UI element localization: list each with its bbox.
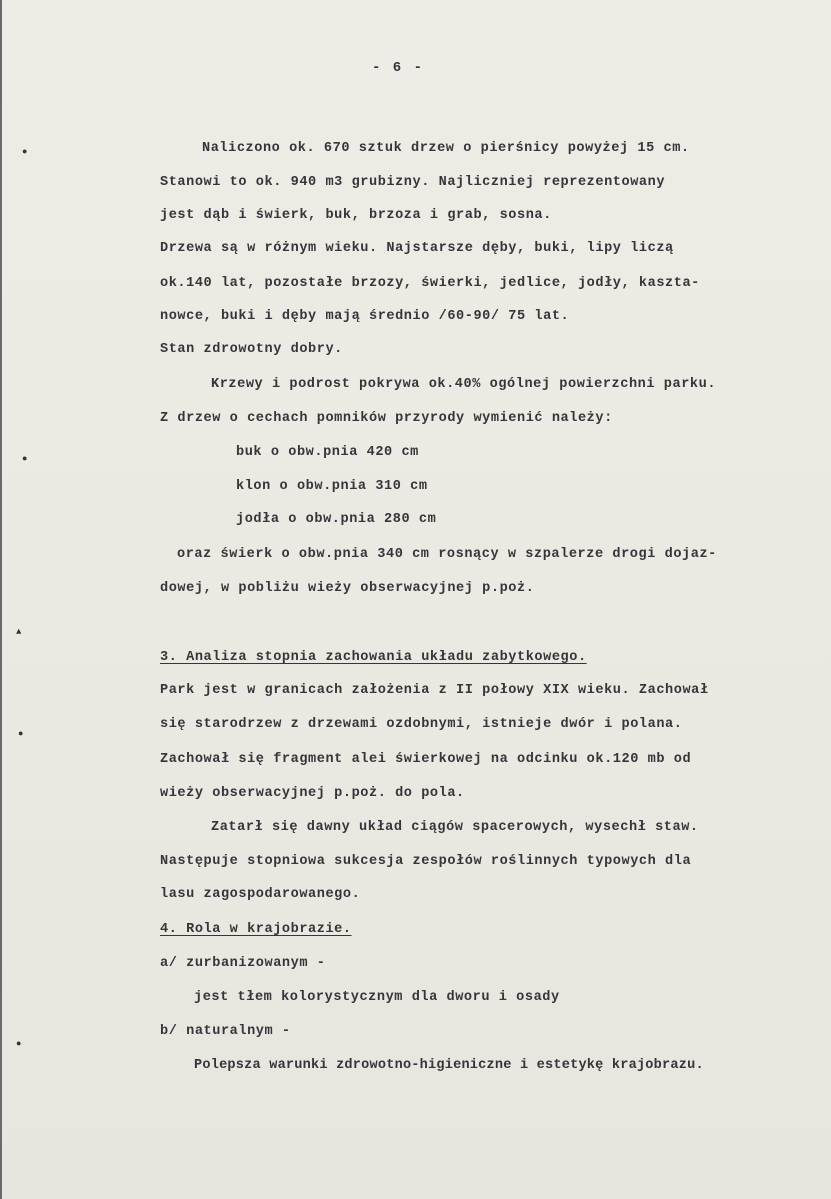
margin-dot-mark: ● xyxy=(18,729,24,739)
section-3-line: Zatarł się dawny układ ciągów spacerowych, wysechł staw. xyxy=(211,820,699,835)
page-left-edge xyxy=(0,0,2,1199)
monument-item: klon o obw.pnia 310 cm xyxy=(236,479,428,494)
monument-item: jodła o obw.pnia 280 cm xyxy=(236,512,437,527)
section-4-b-text: Polepsza warunki zdrowotno-higieniczne i estetykę krajobrazu. xyxy=(194,1058,704,1073)
spruce-line: dowej, w pobliżu wieży obserwacyjnej p.poż. xyxy=(160,581,535,596)
margin-dot-mark: ● xyxy=(16,1039,22,1049)
spruce-line: oraz świerk o obw.pnia 340 cm rosnący w szpalerze drogi dojaz- xyxy=(177,547,717,562)
section-4-a-label: a/ zurbanizowanym - xyxy=(160,956,326,971)
section-3-line: Park jest w granicach założenia z II połowy XIX wieku. Zachował xyxy=(160,683,709,698)
section-3-line: się starodrzew z drzewami ozdobnymi, istnieje dwór i polana. xyxy=(160,717,683,732)
trees-line: Stan zdrowotny dobry. xyxy=(160,342,343,357)
trees-line: Stanowi to ok. 940 m3 grubizny. Najliczniej reprezentowany xyxy=(160,175,666,190)
section-3-heading: 3. Analiza stopnia zachowania układu zabytkowego. xyxy=(160,650,587,665)
section-3-line: Zachował się fragment alei świerkowej na odcinku ok.120 mb od xyxy=(160,752,692,767)
margin-dot-mark: ● xyxy=(22,454,28,464)
section-4-heading: 4. Rola w krajobrazie. xyxy=(160,922,352,937)
margin-arrow-mark: ▲ xyxy=(16,627,22,637)
shrubs-line: Z drzew o cechach pomników przyrody wymienić należy: xyxy=(160,411,613,426)
shrubs-line: Krzewy i podrost pokrywa ok.40% ogólnej powierzchni parku. xyxy=(211,377,717,392)
trees-line: ok.140 lat, pozostałe brzozy, świerki, jedlice, jodły, kaszta- xyxy=(160,276,700,291)
section-4-a-text: jest tłem kolorystycznym dla dworu i osady xyxy=(194,990,560,1005)
trees-line: nowce, buki i dęby mają średnio /60-90/ 75 lat. xyxy=(160,309,570,324)
trees-line: Naliczono ok. 670 sztuk drzew o pierśnicy powyżej 15 cm. xyxy=(202,141,690,156)
margin-dot-mark: ● xyxy=(22,147,28,157)
section-3-line: wieży obserwacyjnej p.poż. do pola. xyxy=(160,786,465,801)
section-3-line: Następuje stopniowa sukcesja zespołów roślinnych typowych dla xyxy=(160,854,692,869)
trees-line: Drzewa są w różnym wieku. Najstarsze dęby, buki, lipy liczą xyxy=(160,241,674,256)
page-number: - 6 - xyxy=(372,60,425,76)
section-4-b-label: b/ naturalnym - xyxy=(160,1024,291,1039)
section-3-line: lasu zagospodarowanego. xyxy=(160,887,361,902)
monument-item: buk o obw.pnia 420 cm xyxy=(236,445,419,460)
trees-line: jest dąb i świerk, buk, brzoza i grab, sosna. xyxy=(160,208,552,223)
